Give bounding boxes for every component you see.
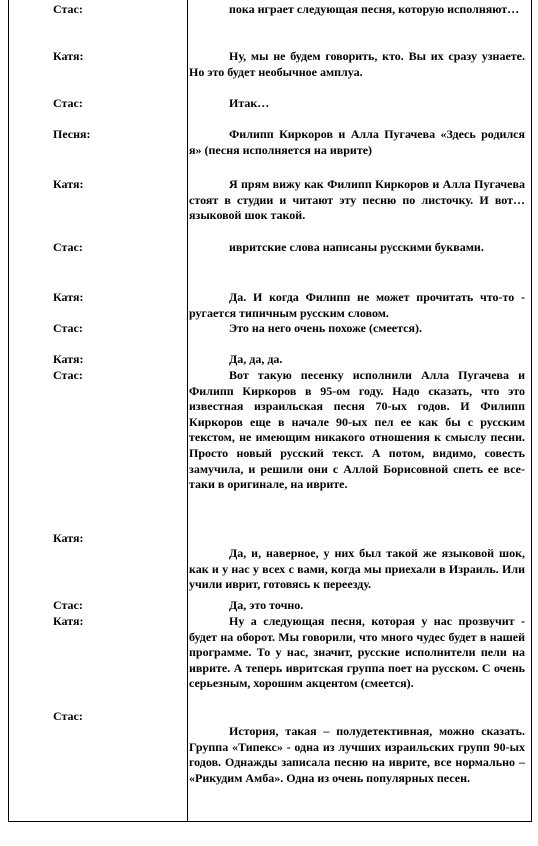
speaker-label: Катя: [53,352,84,366]
speaker-label: Катя: [53,531,84,545]
dialogue-text: ивритские слова написаны русскими буквами. [229,240,484,254]
dialogue-text: Ну а следующая песня, которая у нас прозвучит - будет на оборот. Мы говорили, что много чудес будет в нашей программе. То у нас, значит, русские исполнители пели на иврите. А теперь ивритская группа поет на русском. С очень серьезным, хорошим акцентом (смеется). [189,614,525,691]
dialogue-text: Да. И когда Филипп не может прочитать что-то - ругается типичным русским словом. [189,290,525,320]
dialogue-text: пока играет следующая песня, которую исполняют… [229,2,520,16]
speaker-label: Стас: [53,2,83,16]
dialogue-text: Я прям вижу как Филипп Киркоров и Алла Пугачева стоят в студии и читают эту песню по листочку. И вот…языковой шок такой. [189,177,525,223]
speaker-label: Стас: [53,368,83,382]
dialogue-text: Да, это точно. [229,598,304,612]
speaker-label: Стас: [53,598,83,612]
dialogue-text: Да, да, да. [229,352,283,366]
dialogue-text: История, такая – полудетективная, можно сказать. Группа «Типекс» - одна из лучших израильских групп 90-ых годов. Однажды записала песню на иврите, все нормально – «Рикудим Амба». Одна из очень популярных песен. [189,724,525,785]
dialogue-text: Итак… [229,96,270,110]
dialogue-text: Да, и, наверное, у них был такой же языковой шок, как и у нас у всех с вами, когда мы приехали в Израиль. Или учили иврит, готовясь к переезду. [189,546,525,592]
column-divider [187,0,188,821]
speaker-label: Стас: [53,240,83,254]
speaker-label: Песня: [53,127,91,141]
dialogue-text: Филипп Киркоров и Алла Пугачева «Здесь родился я» (песня исполняется на иврите) [189,127,525,157]
speaker-label: Стас: [53,321,83,335]
speaker-label: Катя: [53,49,84,63]
speaker-label: Катя: [53,614,84,628]
dialogue-text: Вот такую песенку исполнили Алла Пугачева и Филипп Киркоров в 95-ом году. Надо сказать, что это известная израильская песня 70-ых годов. И Филипп Киркоров еще в начале 90-ых пел ее как бы с русским текстом, не имеющим никакого отношения к смыслу песни. Просто новый русский текст. А потом, видимо, совесть замучила, и решили они с Аллой Борисовной спеть ее все-таки в оригинале, на иврите. [189,368,525,492]
speaker-label: Стас: [53,96,83,110]
speaker-label: Катя: [53,177,84,191]
transcript-table [8,0,532,822]
speaker-label: Стас: [53,709,83,723]
speaker-label: Катя: [53,290,84,304]
dialogue-text: Ну, мы не будем говорить, кто. Вы их сразу узнаете. Но это будет необычное амплуа. [189,49,525,79]
dialogue-text: Это на него очень похоже (смеется). [229,321,422,335]
